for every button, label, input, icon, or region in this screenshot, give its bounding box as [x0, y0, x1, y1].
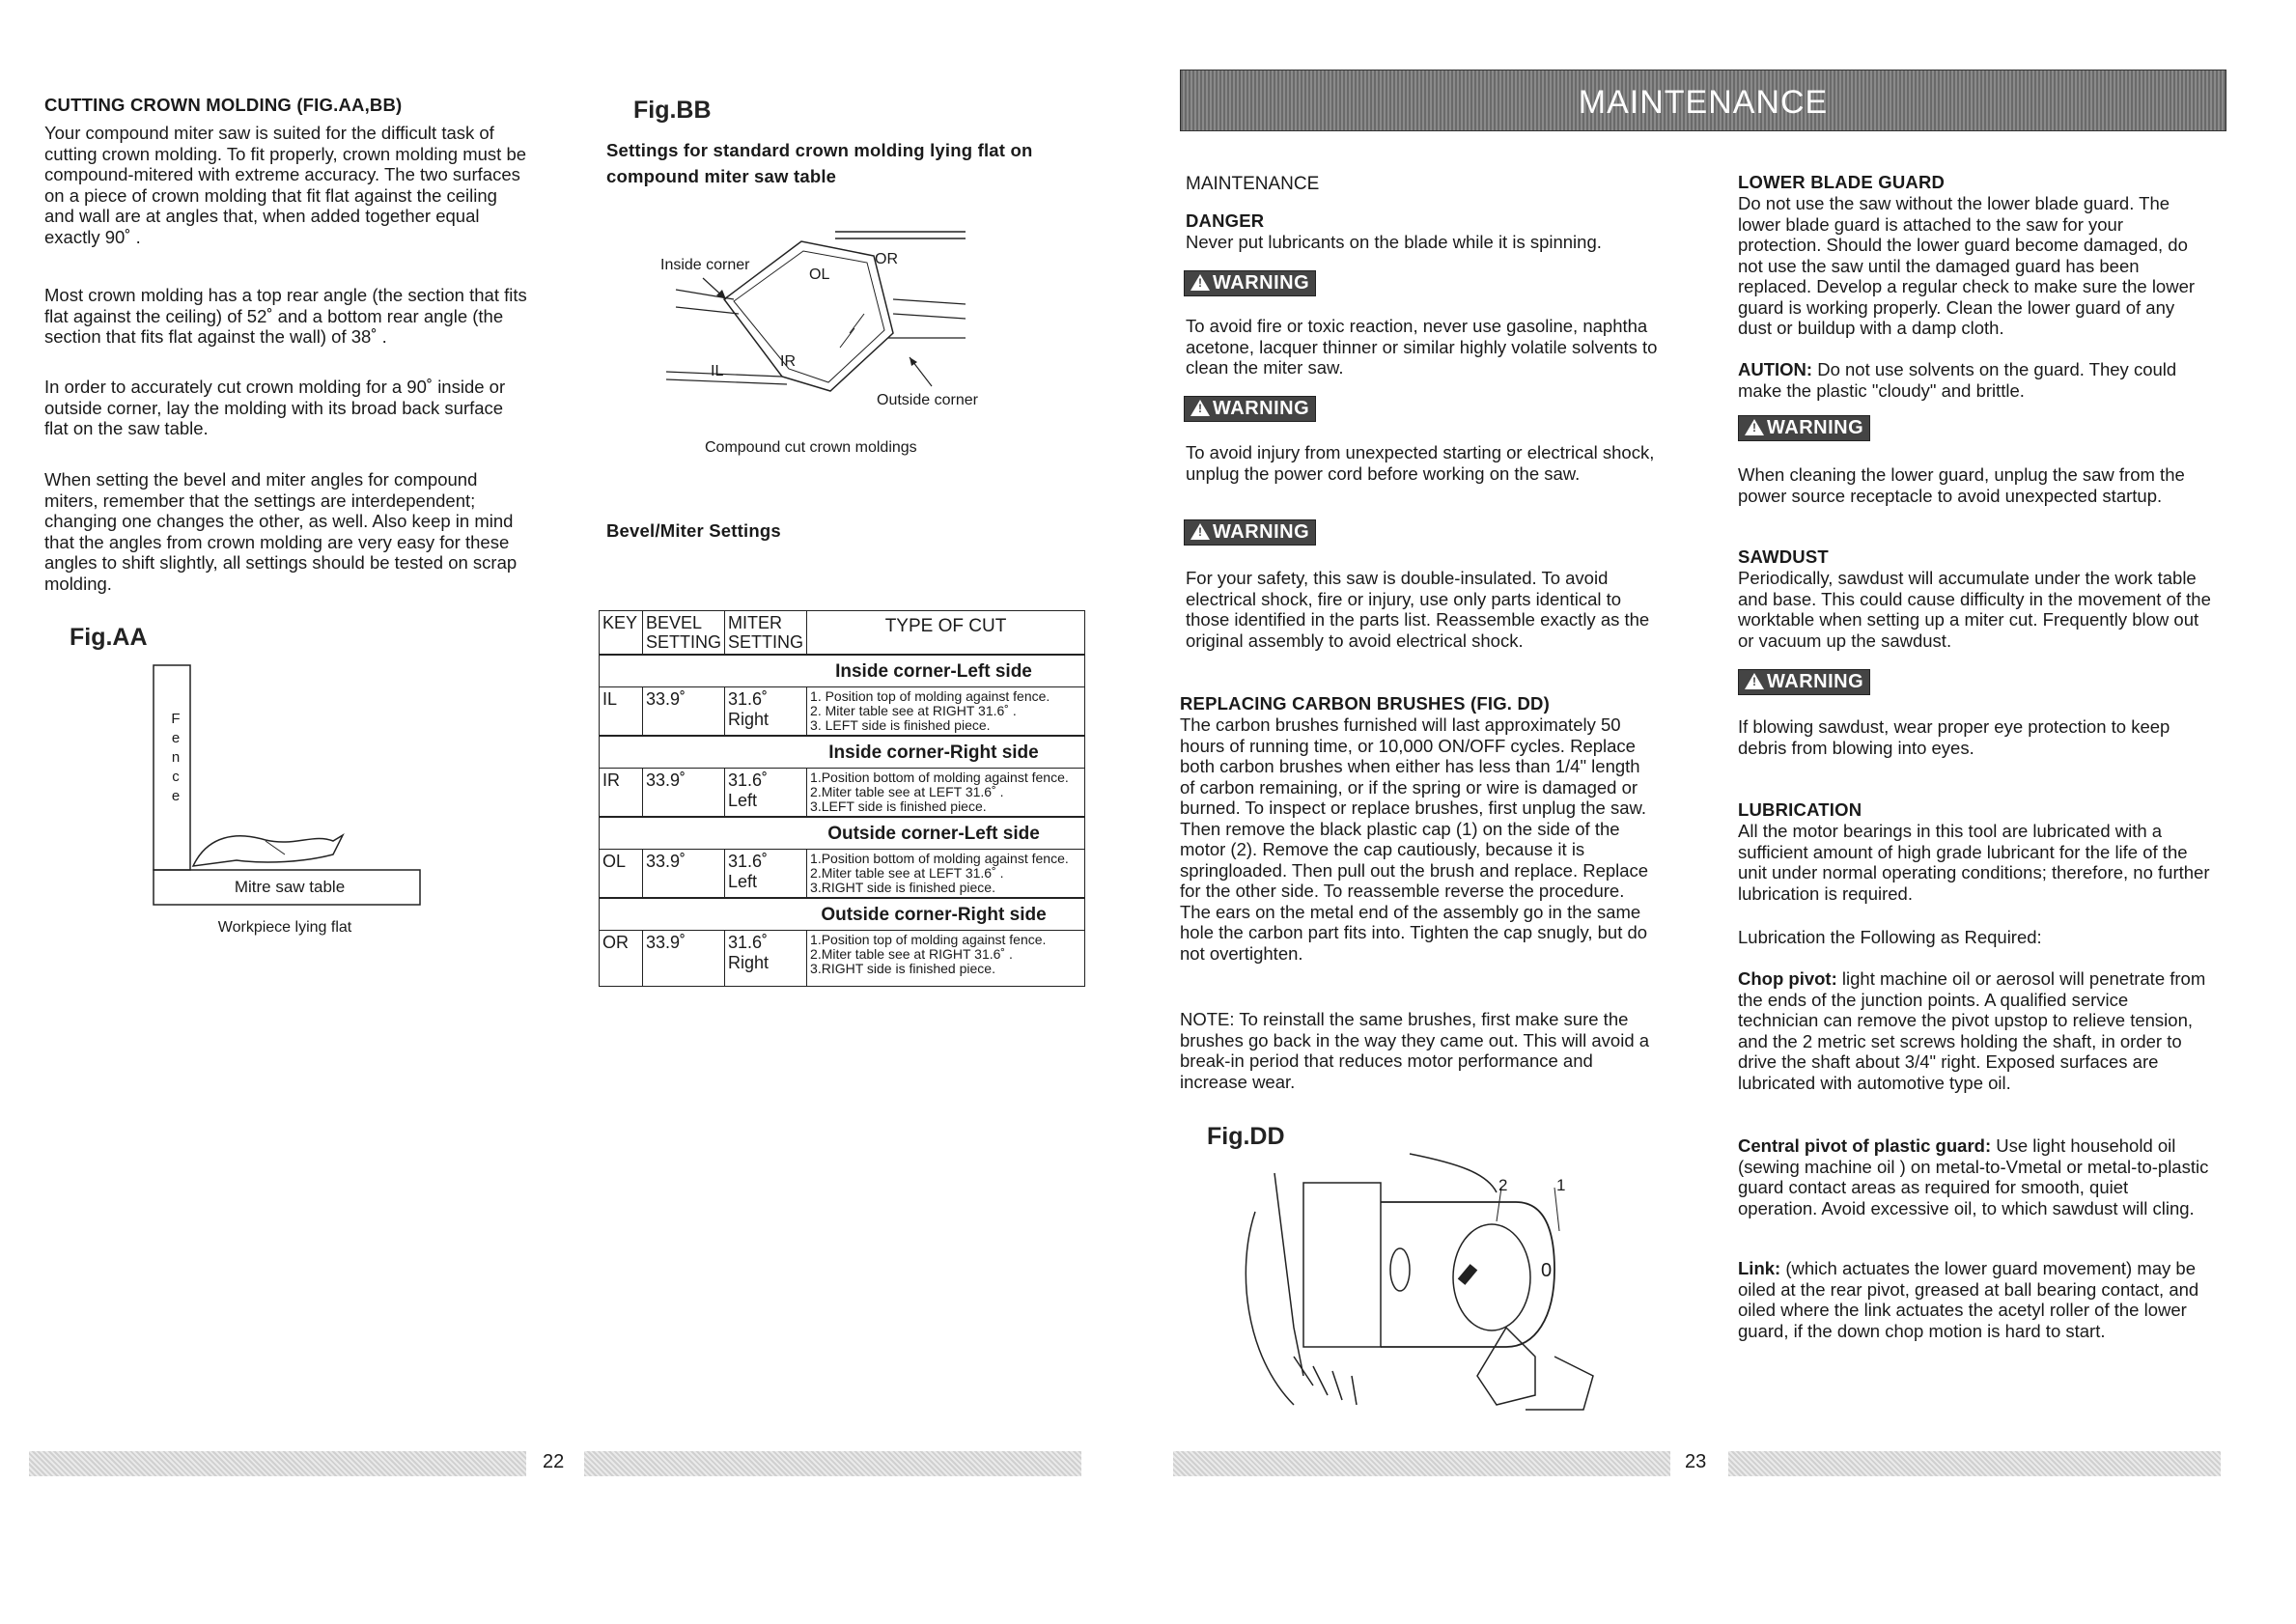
lubrication-text: All the motor bearings in this tool are lubricated with a sufficient amount of high grade lubricant for the life of the unit under normal operating conditions; therefore, no further lubrication is required.: [1738, 821, 2210, 904]
cell-key: IL: [600, 687, 643, 737]
crown-paragraph-3: In order to accurately cut crown molding for a 90˚ inside or outside corner, lay the molding with its broad back surface flat on the saw table.: [44, 377, 506, 438]
cell-steps: 1.Position bottom of molding against fence. 2.Miter table see at LEFT 31.6˚ . 3.LEFT side is finished piece.: [807, 769, 1085, 818]
cell-steps: 1.Position bottom of molding against fence. 2.Miter table see at LEFT 31.6˚ . 3.RIGHT side is finished piece.: [807, 850, 1085, 899]
fig-bb-outside-corner: Outside corner: [877, 392, 978, 408]
warning-triangle-icon: !: [1745, 673, 1764, 689]
warning-triangle-icon: !: [1190, 523, 1210, 540]
warning-triangle-icon: !: [1745, 419, 1764, 435]
warning-4-text: When cleaning the lower guard, unplug the saw from the power source receptacle to avoid unexpected startup.: [1738, 464, 2185, 506]
fig-bb-il: IL: [711, 363, 724, 379]
fence-label: F e n c e: [171, 711, 181, 804]
section-label: Outside corner-Right side: [600, 898, 1085, 931]
fig-aa-label: Fig.AA: [70, 624, 148, 651]
warning-badge-5: ! WARNING: [1738, 669, 1870, 695]
fig-bb-ol: OL: [809, 266, 830, 283]
fig-aa-diagram: [150, 661, 430, 912]
header-miter: MITER SETTING: [725, 611, 807, 656]
cell-bevel: 33.9˚: [643, 687, 725, 737]
table-section-row: [600, 898, 1085, 931]
cell-miter: 31.6˚ Right: [725, 931, 807, 987]
section-label: Inside corner-Right side: [600, 736, 1085, 769]
brushes-text: The carbon brushes furnished will last approximately 50 hours of running time, or 10,000 ON/OFF cycles. Replace both carbon brushes when either has less than 1/4" length of carbon remaining, or if the spring or wire is damaged or burned. To inspect or replace brushes, first unplug the saw. Then remove the black plastic cap (1) on the side of the motor (2). Remove the cap cautiously, because it is springloaded. Then pull out the brush and replace. Replace for the other side. To reassemble reverse the procedure. The ears on the metal end of the assembly go in the same hole the carbon part fits into. Tighten the cap snugly, but do not overtighten.: [1180, 714, 1649, 964]
crown-paragraph-1: Your compound miter saw is suited for the difficult task of cutting crown molding. To fit properly, crown molding must be compound-mitered with extreme accuracy. The two surfaces on a piece of crown molding that fit flat against the ceiling and wall are at angles that, when added together equal exactly 90˚ .: [44, 123, 527, 247]
section-label: Inside corner-Left side: [600, 655, 1085, 687]
cell-key: IR: [600, 769, 643, 818]
table-row: [600, 769, 1085, 818]
footer-bar-left-a: [29, 1451, 526, 1476]
sawdust-text: Periodically, sawdust will accumulate under the work table and base. This could cause difficulty in the movement of the worktable when setting up a miter cut. Frequently blow out or vacuum up the sawdust.: [1738, 568, 2211, 651]
table-section-row: [600, 736, 1085, 769]
warning-triangle-icon: !: [1190, 400, 1210, 416]
fig-dd-cap-0: 0: [1541, 1260, 1553, 1281]
brushes-note: NOTE: To reinstall the same brushes, first make sure the brushes go back in the way they came out. This will avoid a break-in period that reduces motor performance and increase wear.: [1180, 1009, 1650, 1092]
crown-paragraph-4: When setting the bevel and miter angles for compound miters, remember that the settings are interdependent; changing one changes the other, as well. Also keep in mind that the angles from crown molding are very easy for these angles to shift slightly, all settings should be tested on scrap molding.: [44, 469, 518, 594]
warning-badge-4: ! WARNING: [1738, 415, 1870, 441]
cell-bevel: 33.9˚: [643, 850, 725, 899]
section-label: Outside corner-Left side: [600, 817, 1085, 850]
page-number-left: 22: [543, 1451, 565, 1472]
fig-dd-callout-1: 1: [1556, 1176, 1566, 1194]
fig-bb-or: OR: [875, 251, 898, 267]
fig-dd-callout-2: 2: [1498, 1176, 1508, 1194]
header-bevel: BEVEL SETTING: [643, 611, 725, 656]
table-row: [600, 687, 1085, 737]
footer-bar-right-b: [1728, 1451, 2221, 1476]
crown-molding-title: CUTTING CROWN MOLDING (FIG.AA,BB): [44, 95, 403, 115]
cell-bevel: 33.9˚: [643, 769, 725, 818]
fig-bb-caption: Compound cut crown moldings: [705, 439, 917, 456]
maintenance-subtitle: MAINTENANCE: [1186, 174, 1320, 194]
fig-dd-label: Fig.DD: [1207, 1123, 1285, 1150]
warning-5-text: If blowing sawdust, wear proper eye protection to keep debris from blowing into eyes.: [1738, 716, 2170, 758]
table-section-row: [600, 817, 1085, 850]
brushes-title: REPLACING CARBON BRUSHES (FIG. DD): [1180, 693, 1550, 714]
cell-key: OL: [600, 850, 643, 899]
warning-badge-3: ! WARNING: [1184, 519, 1316, 546]
warning-badge-2: ! WARNING: [1184, 396, 1316, 422]
page-number-right: 23: [1685, 1451, 1707, 1472]
mitre-saw-table-label: Mitre saw table: [234, 878, 346, 896]
footer-bar-left-b: [584, 1451, 1081, 1476]
cell-steps: 1. Position top of molding against fence. 2. Miter table see at RIGHT 31.6˚ . 3. LEFT side is finished piece.: [807, 687, 1085, 737]
cell-bevel: 33.9˚: [643, 931, 725, 987]
lower-guard-text: Do not use the saw without the lower blade guard. The lower blade guard is attached to the saw for your protection. Should the lower guard become damaged, do not use the saw until the damaged guard has been replaced. Develop a regular check to make sure the lower guard is working properly. Clean the lower guard of any dust or buildup with a damp cloth.: [1738, 193, 2196, 338]
warning-badge-1: ! WARNING: [1184, 270, 1316, 296]
lubrication-following: Lubrication the Following as Required:: [1738, 927, 2042, 947]
fig-dd-diagram: [1236, 1134, 1661, 1414]
sawdust-title: SAWDUST: [1738, 546, 1829, 567]
fig-bb-label: Fig.BB: [633, 97, 712, 124]
danger-title: DANGER: [1186, 210, 1265, 231]
warning-triangle-icon: !: [1190, 274, 1210, 291]
danger-text: Never put lubricants on the blade while it is spinning.: [1186, 232, 1602, 252]
fig-bb-inside-corner: Inside corner: [660, 257, 750, 273]
fig-bb-subtitle: Settings for standard crown molding lying flat on compound miter saw table: [606, 140, 1033, 186]
maintenance-banner: MAINTENANCE: [1180, 70, 2226, 131]
footer-bar-right-a: [1173, 1451, 1670, 1476]
bevel-miter-title: Bevel/Miter Settings: [606, 520, 781, 541]
cell-miter: 31.6˚ Left: [725, 769, 807, 818]
warning-2-text: To avoid injury from unexpected starting or electrical shock, unplug the power cord before working on the saw.: [1186, 442, 1655, 484]
chop-pivot-text: Chop pivot: light machine oil or aerosol will penetrate from the ends of the junction points. A qualified service technician can remove the pivot upstop to relieve tension, and the 2 metric set screws holding the shaft, in order to drive the shaft about 3/4" right. Exposed surfaces are lubricated with automotive type oil.: [1738, 968, 2206, 1093]
aution-text: AUTION: Do not use solvents on the guard. They could make the plastic "cloudy" and brittle.: [1738, 359, 2177, 401]
crown-paragraph-2: Most crown molding has a top rear angle (the section that fits flat against the ceiling) of 52˚ and a bottom rear angle (the section that fits flat against the wall) of 38˚ .: [44, 285, 527, 347]
cell-key: OR: [600, 931, 643, 987]
bevel-miter-table: [599, 610, 1085, 987]
table-row: [600, 931, 1085, 987]
table-section-row: [600, 655, 1085, 687]
cell-miter: 31.6˚ Left: [725, 850, 807, 899]
cell-miter: 31.6˚ Right: [725, 687, 807, 737]
fig-bb-ir: IR: [780, 353, 796, 370]
lower-guard-title: LOWER BLADE GUARD: [1738, 172, 1946, 192]
header-type-of-cut: TYPE OF CUT: [807, 611, 1085, 656]
fig-aa-caption: Workpiece lying flat: [217, 919, 352, 936]
header-key: KEY: [600, 611, 643, 656]
table-row: [600, 850, 1085, 899]
cell-steps: 1.Position top of molding against fence. 2.Miter table see at RIGHT 31.6˚ . 3.RIGHT side is finished piece.: [807, 931, 1085, 987]
central-pivot-text: Central pivot of plastic guard: Use light household oil (sewing machine oil ) on metal-to-Vmetal or metal-to-plastic guard contact areas as required for smooth, quiet operation. Avoid excessive oil, to which sawdust will cling.: [1738, 1135, 2209, 1218]
link-text: Link: (which actuates the lower guard movement) may be oiled at the rear pivot, greased at ball bearing contact, and oiled where the link actuates the acetyl roller of the lower guard, if the down chop motion is hard to start.: [1738, 1258, 2199, 1341]
warning-3-text: For your safety, this saw is double-insulated. To avoid electrical shock, fire or injury, use only parts identical to those identified in the parts list. Reassemble exactly as the original assembly to avoid electrical shock.: [1186, 568, 1650, 651]
table-header-row: [600, 611, 1085, 656]
warning-1-text: To avoid fire or toxic reaction, never use gasoline, naphtha acetone, lacquer thinner or similar highly volatile solvents to clean the miter saw.: [1186, 316, 1658, 378]
lubrication-title: LUBRICATION: [1738, 799, 1862, 820]
